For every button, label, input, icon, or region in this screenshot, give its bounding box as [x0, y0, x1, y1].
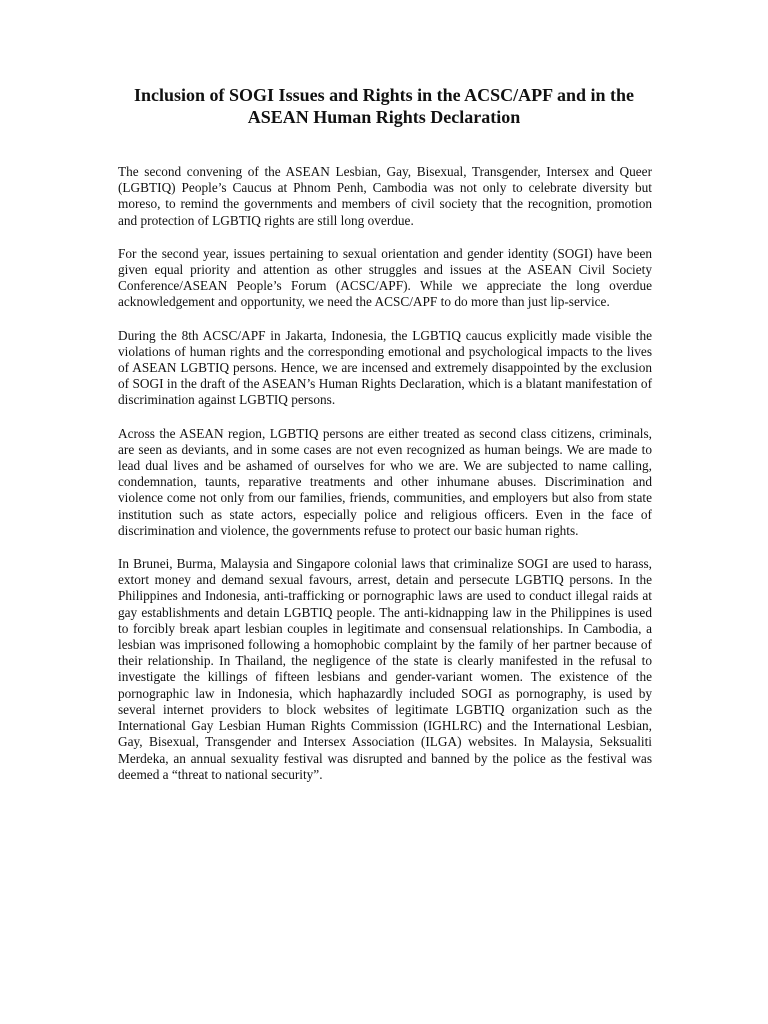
title-line-2: ASEAN Human Rights Declaration	[247, 107, 521, 127]
title-line-1: Inclusion of SOGI Issues and Rights in the ACSC/APF and in the	[134, 85, 634, 105]
paragraph-3: During the 8th ACSC/APF in Jakarta, Indonesia, the LGBTIQ caucus explicitly made visible the violations of human rights and the corresponding emotional and psychological impacts to the lives of ASEAN LGBTIQ persons. Hence, we are incensed and extremely disappointed by the exclusion of SOGI in the draft of the ASEAN’s Human Rights Declaration, which is a blatant manifestation of discrimination against LGBTIQ persons.	[118, 327, 652, 408]
paragraph-1: The second convening of the ASEAN Lesbian, Gay, Bisexual, Transgender, Intersex and Queer (LGBTIQ) People’s Caucus at Phnom Penh, Cambodia was not only to celebrate diversity but moreso, to remind the governments and members of civil society that the recognition, promotion and protection of LGBTIQ rights are still long overdue.	[118, 164, 652, 228]
paragraph-5: In Brunei, Burma, Malaysia and Singapore colonial laws that criminalize SOGI are used to harass, extort money and demand sexual favours, arrest, detain and persecute LGBTIQ persons. In the Philippines and Indonesia, anti-trafficking or pornographic laws are used to conduct illegal raids at gay establishments and detain LGBTIQ people. The anti-kidnapping law in the Philippines is used to forcibly break apart lesbian couples in legitimate and consensual relationships. In Cambodia, a lesbian was imprisoned following a homophobic complaint by the family of her partner because of their relationship. In Thailand, the negligence of the state is clearly manifested in the refusal to investigate the killings of fifteen lesbians and gender-variant women. The existence of the pornographic law in Indonesia, which haphazardly included SOGI as pornography, is used by several internet providers to block websites of legitimate LGBTIQ organization such as the International Gay Lesbian Human Rights Commission (IGHLRC) and the International Lesbian, Gay, Bisexual, Transgender and Intersex Association (ILGA) websites. In Malaysia, Seksualiti Merdeka, an annual sexuality festival was disrupted and banned by the police as the festival was deemed a “threat to national security”.	[118, 556, 652, 782]
document-title	[100, 84, 668, 128]
paragraph-2: For the second year, issues pertaining to sexual orientation and gender identity (SOGI) have been given equal priority and attention as other struggles and issues at the ASEAN Civil Society Conference/ASEAN People’s Forum (ACSC/APF). While we appreciate the long overdue acknowledgement and opportunity, we need the ACSC/APF to do more than just lip-service.	[118, 245, 652, 310]
paragraph-4: Across the ASEAN region, LGBTIQ persons are either treated as second class citizens, criminals, are seen as deviants, and in some cases are not even recognized as human beings. We are made to lead dual lives and be ashamed of ourselves for who we are. We are subjected to name calling, condemnation, taunts, reparative treatments and other inhumane abuses. Discrimination and violence come not only from our families, friends, communities, and employers but also from state institution such as state actors, especially police and religious officers. Even in the face of discrimination and violence, the governments refuse to protect our basic human rights.	[118, 425, 652, 538]
document-body	[118, 164, 652, 800]
